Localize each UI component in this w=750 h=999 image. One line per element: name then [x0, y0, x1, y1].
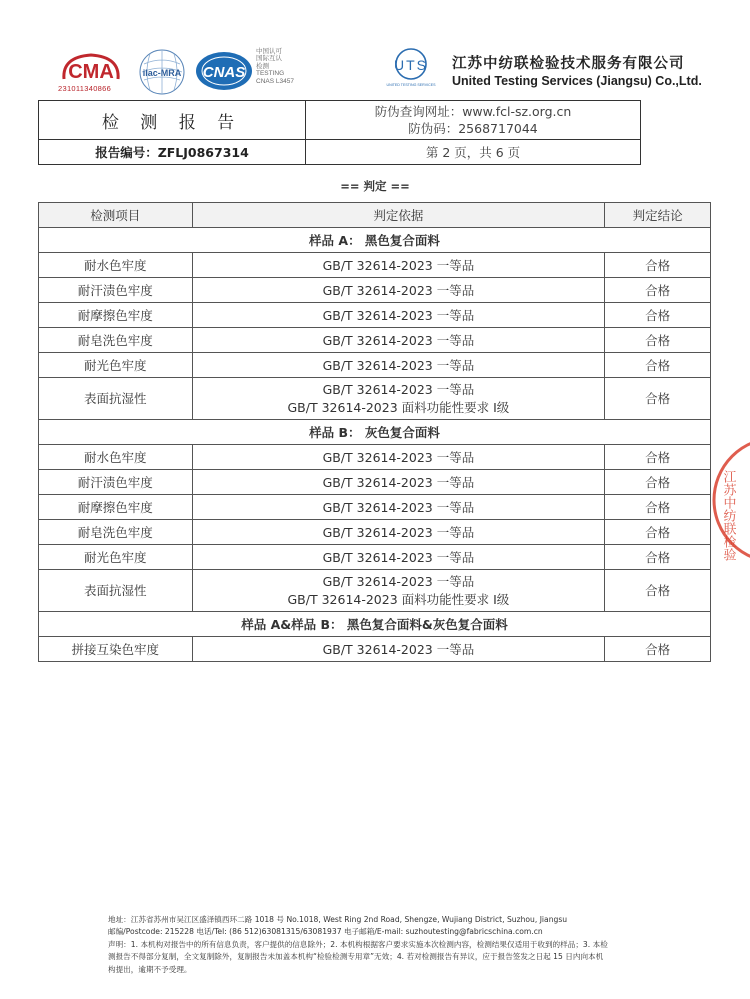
test-basis: GB/T 32614-2023 一等品: [192, 445, 605, 470]
test-basis: GB/T 32614-2023 一等品: [192, 253, 605, 278]
test-item: 拼接互染色牢度: [39, 637, 193, 662]
table-row: [39, 637, 711, 662]
table-row: [39, 353, 711, 378]
test-item: 耐皂洗色牢度: [39, 328, 193, 353]
test-result: 合格: [605, 545, 711, 570]
report-title: 检 测 报 告: [39, 101, 306, 140]
table-row: [39, 470, 711, 495]
test-item: 耐光色牢度: [39, 545, 193, 570]
test-item: 耐摩擦色牢度: [39, 303, 193, 328]
cnas-line: TESTING: [256, 70, 285, 78]
test-result: 合格: [605, 328, 711, 353]
table-row: [39, 495, 711, 520]
test-result: 合格: [605, 378, 711, 420]
test-result: 合格: [605, 470, 711, 495]
test-item: 表面抗湿性: [39, 378, 193, 420]
column-header-basis: 判定依据: [192, 203, 605, 228]
test-item: 耐光色牢度: [39, 353, 193, 378]
test-result: 合格: [605, 520, 711, 545]
cma-label: CMA: [68, 61, 114, 83]
inspection-seal: [706, 430, 750, 570]
table-row: [39, 545, 711, 570]
company-name-en: United Testing Services (Jiangsu) Co.,Ltd.: [452, 74, 702, 88]
test-item: 耐水色牢度: [39, 253, 193, 278]
table-row: [39, 570, 711, 612]
test-item: 耐皂洗色牢度: [39, 520, 193, 545]
test-item: 耐汗渍色牢度: [39, 470, 193, 495]
report-header-box: [38, 100, 641, 165]
footer-address: 地址：江苏省苏州市吴江区盛泽镇西环二路 1018 号 No.1018, West Ring 2nd Road, Shengze, Wujiang District, Suzhou, Jiangsu: [108, 915, 568, 924]
basis-line: GB/T 32614-2023 一等品: [322, 573, 475, 589]
company-name-cn: 江苏中纺联检验技术服务有限公司: [452, 56, 685, 72]
page-info: 第 2 页，共 6 页: [306, 140, 641, 165]
footer-statement: 声明：1. 本机构对报告中的所有信息负责，客户提供的信息除外；2. 本机构根据客户要求实施本次检测内容，检测结果仅适用于收到的样品；3. 本检: [108, 939, 608, 949]
sample-section-title: 样品 B： 灰色复合面料: [39, 420, 711, 445]
basis-line: GB/T 32614-2023 面料功能性要求 Ⅰ级: [287, 399, 510, 415]
table-row: [39, 253, 711, 278]
cnas-line: 国际互认: [256, 55, 282, 63]
test-result: 合格: [605, 278, 711, 303]
test-basis: GB/T 32614-2023 一等品: [192, 470, 605, 495]
column-header-result: 判定结论: [605, 203, 711, 228]
test-result: 合格: [605, 495, 711, 520]
sample-section-title: 样品 A&样品 B： 黑色复合面料&灰色复合面料: [39, 612, 711, 637]
test-item: 耐水色牢度: [39, 445, 193, 470]
test-result: 合格: [605, 637, 711, 662]
cma-number: 231011340866: [58, 84, 112, 93]
test-result: 合格: [605, 570, 711, 612]
table-row: [39, 520, 711, 545]
test-basis: [192, 378, 605, 420]
test-basis: [192, 570, 605, 612]
column-header-item: 检测项目: [39, 203, 193, 228]
verify-site: 防伪查询网址：www.fcl-sz.org.cn: [374, 104, 572, 119]
verification-info: [306, 101, 641, 140]
test-basis: GB/T 32614-2023 一等品: [192, 328, 605, 353]
cnas-accreditation-text: [256, 48, 294, 85]
test-basis: GB/T 32614-2023 一等品: [192, 637, 605, 662]
test-result: 合格: [605, 445, 711, 470]
test-basis: GB/T 32614-2023 一等品: [192, 278, 605, 303]
test-basis: GB/T 32614-2023 一等品: [192, 303, 605, 328]
uts-label: UTS: [394, 57, 428, 73]
test-result: 合格: [605, 353, 711, 378]
uts-logo: [386, 46, 436, 90]
basis-line: GB/T 32614-2023 一等品: [322, 381, 475, 397]
test-item: 表面抗湿性: [39, 570, 193, 612]
test-item: 耐汗渍色牢度: [39, 278, 193, 303]
cnas-line: 中国认可: [256, 48, 282, 55]
table-row: [39, 278, 711, 303]
ilac-label: ilac-MRA: [142, 68, 182, 78]
verdict-title: == 判定 ==: [340, 179, 410, 193]
cnas-line: CNAS L3457: [256, 77, 294, 85]
table-row: [39, 378, 711, 420]
test-basis: GB/T 32614-2023 一等品: [192, 495, 605, 520]
test-result: 合格: [605, 253, 711, 278]
ilac-mra-logo: [136, 48, 188, 96]
uts-sub: UNITED TESTING SERVICES: [386, 83, 436, 87]
test-basis: GB/T 32614-2023 一等品: [192, 545, 605, 570]
verdict-table: [38, 202, 711, 662]
footer-statement: 构提出，逾期不予受理。: [108, 964, 192, 974]
verify-code: 防伪码：2568717044: [408, 121, 538, 136]
table-row: [39, 445, 711, 470]
seal-text: 江苏中纺联检验: [720, 470, 736, 561]
test-item: 耐摩擦色牢度: [39, 495, 193, 520]
test-result: 合格: [605, 303, 711, 328]
cnas-label: CNAS: [202, 64, 246, 81]
test-basis: GB/T 32614-2023 一等品: [192, 353, 605, 378]
footer: [108, 914, 648, 976]
sample-section-title: 样品 A： 黑色复合面料: [39, 228, 711, 253]
footer-contact: 邮编/Postcode: 215228 电话/Tel: (86 512)63081315/63081937 电子邮箱/E-mail: suzhoutesting@fabricschina.com.cn: [108, 927, 543, 937]
footer-statement: 测报告不得部分复制，全文复制除外，复制报告未加盖本机构“检验检测专用章”无效；4. 若对检测报告有异议，应于报告签发之日起 15 日内向本机: [108, 952, 604, 962]
cnas-line: 检测: [256, 62, 269, 70]
report-number: 报告编号：ZFLJ0867314: [39, 140, 306, 165]
table-row: [39, 328, 711, 353]
basis-line: GB/T 32614-2023 面料功能性要求 Ⅰ级: [287, 591, 510, 607]
table-row: [39, 303, 711, 328]
test-basis: GB/T 32614-2023 一等品: [192, 520, 605, 545]
